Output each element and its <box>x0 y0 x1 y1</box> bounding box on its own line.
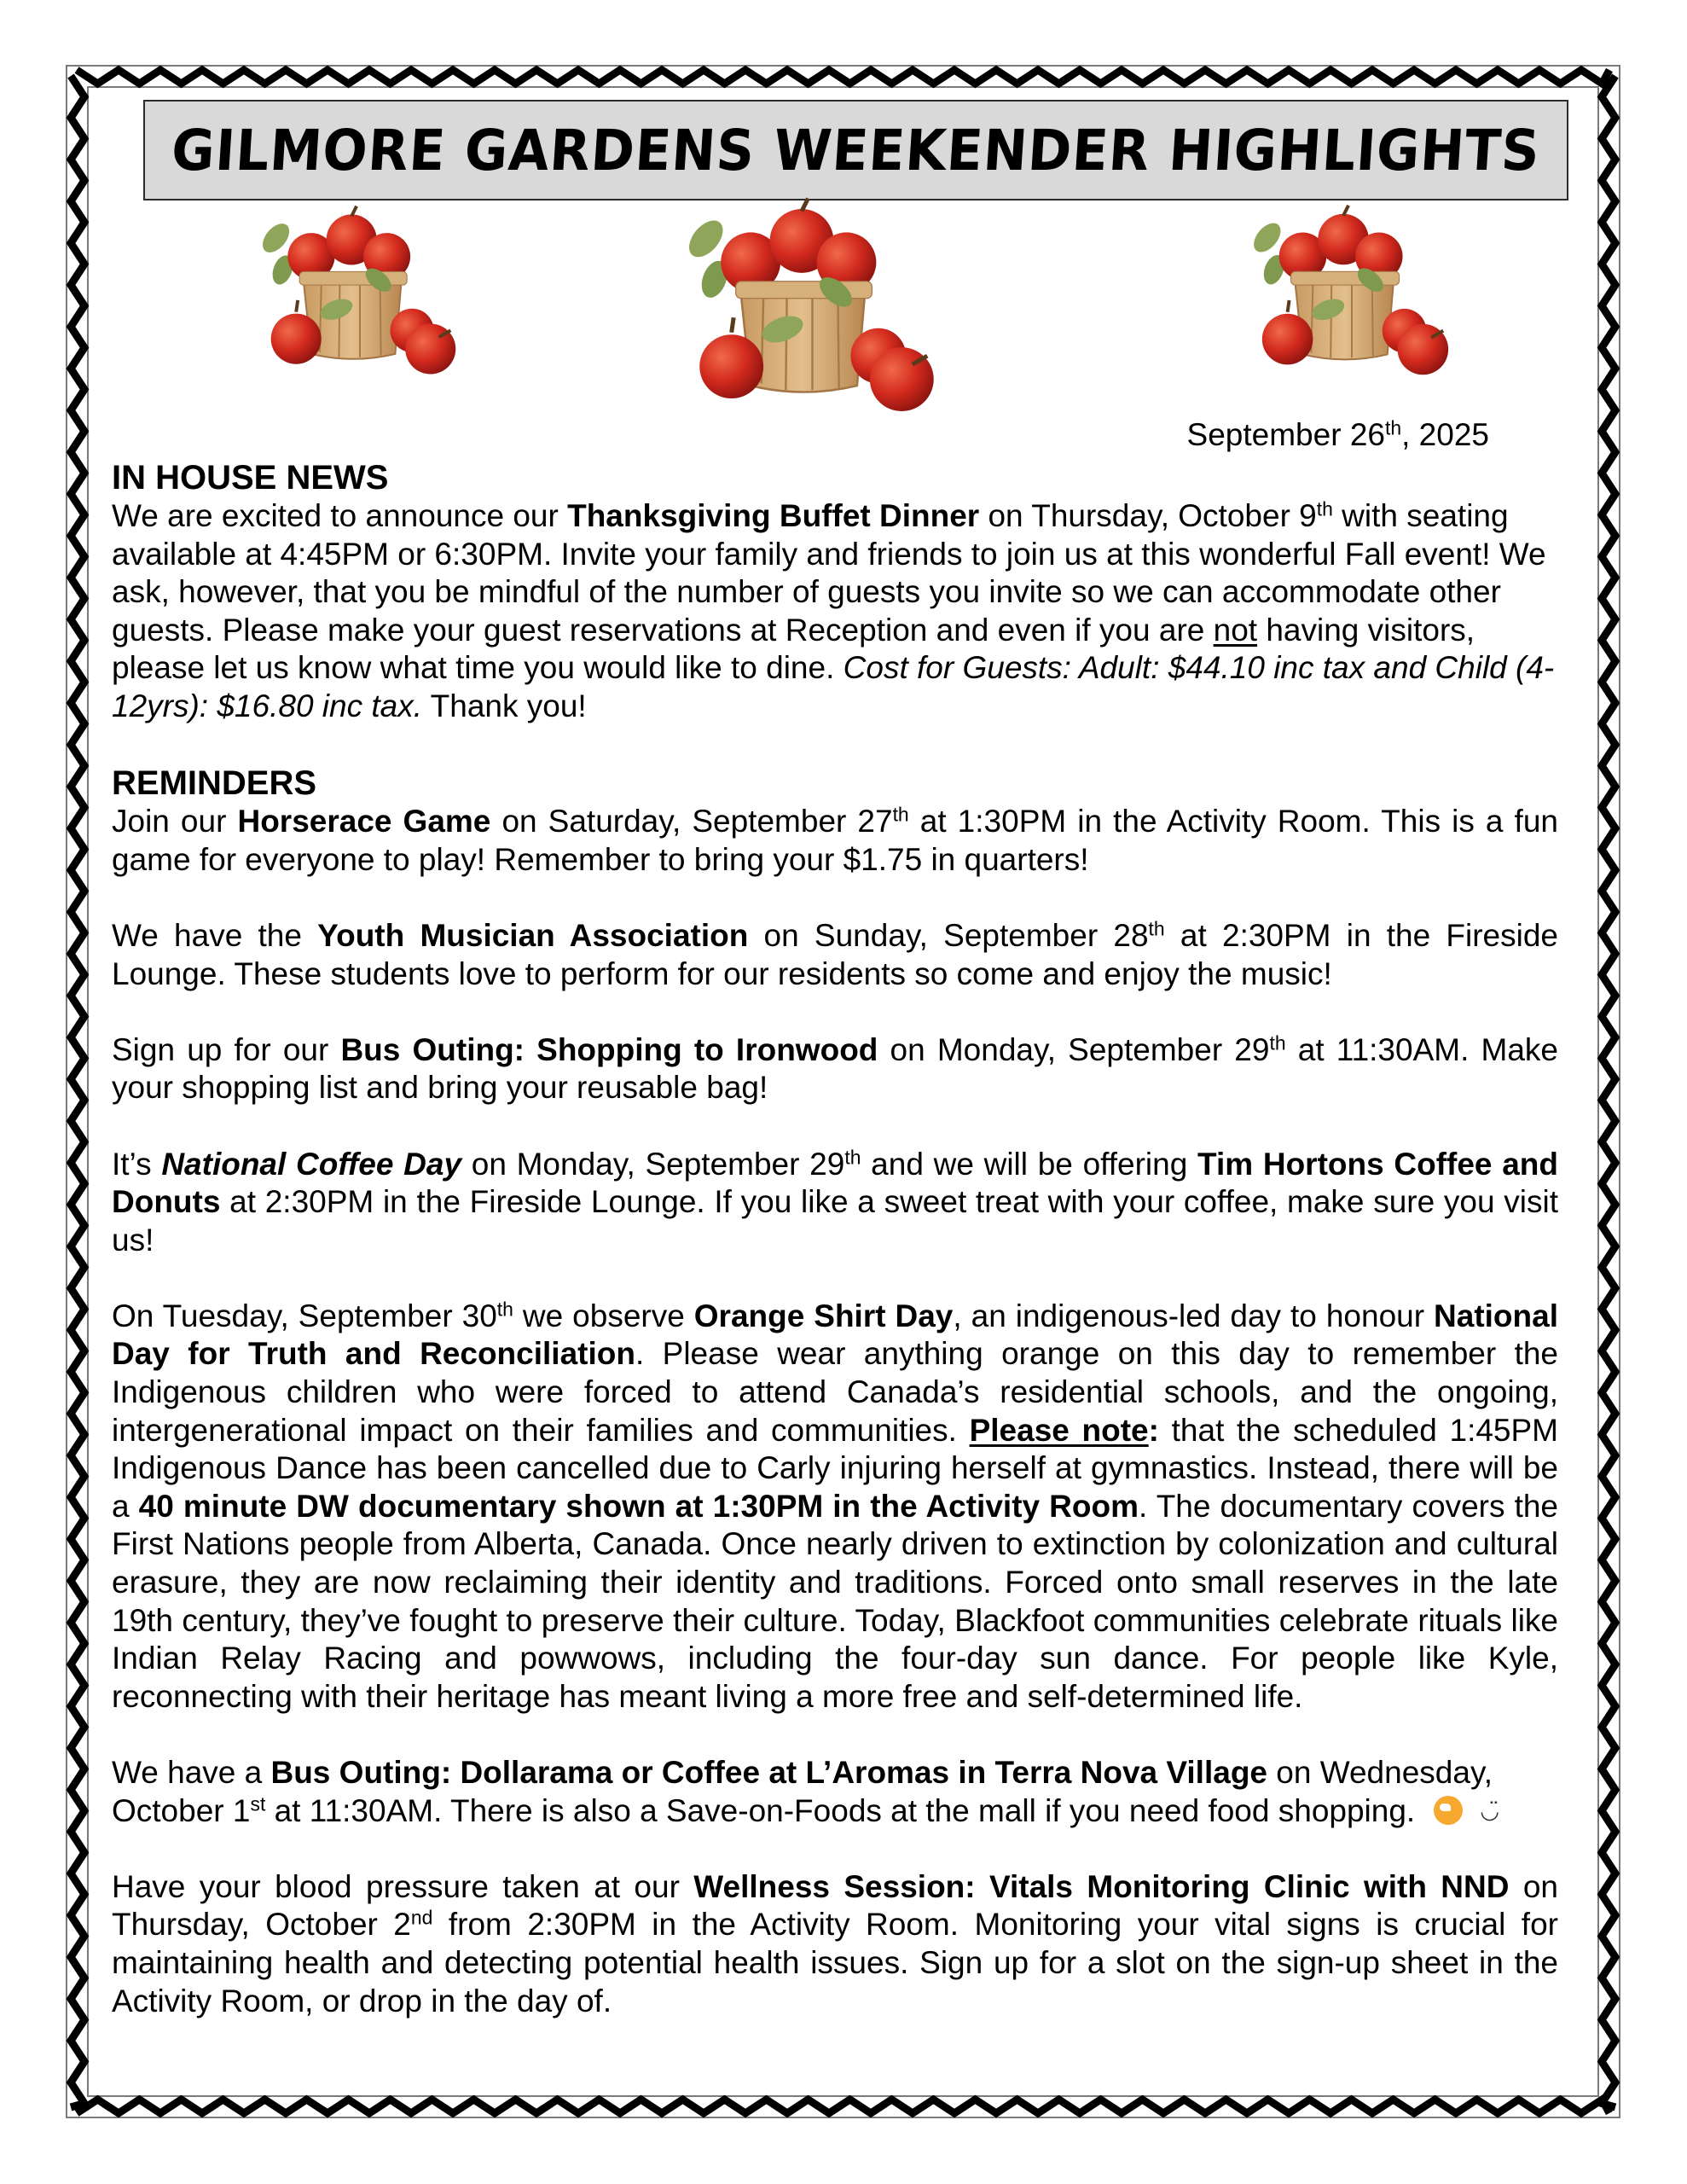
emphasis-text: Orange Shirt Day <box>693 1298 954 1333</box>
emphasis-text: Tim Hortons Coffee and Donuts <box>112 1146 1558 1220</box>
text-run: on Saturday, September 27 <box>490 804 893 839</box>
apple-basket-center-image <box>674 196 955 420</box>
text-run: at 2:30PM in the Fireside Lounge. These students love to perform for our residents so come and enjoy the music! <box>112 917 1558 991</box>
text-run: at 11:30AM. Make your shopping list and bring your reusable bag! <box>112 1031 1558 1106</box>
emphasis-text: Horserace Game <box>237 804 491 839</box>
section-heading-in-house-news: IN HOUSE NEWS <box>112 459 389 497</box>
zigzag-left <box>71 76 84 2107</box>
text-run: Cost for Guests: Adult: $44.10 inc tax and Child (4-12yrs): $16.80 inc tax. <box>112 650 1555 723</box>
paragraph <box>112 917 1558 993</box>
text-run: that the scheduled 1:45PM Indigenous Dance has been cancelled due to Carly injuring herself at gymnastics. Instead, there will be a <box>112 1412 1558 1524</box>
text-run: Thank you! <box>422 688 587 723</box>
text-run: . The documentary covers the First Nations people from Alberta, Canada. Once nearly driven to extinction by colonization and cultural erasure, they are now reclaiming their identity and traditions. Forced onto small reserves in the late 19th century, they’ve fought to preserve their culture. Today, Blackfoot communities celebrate rituals like Indian Relay Racing and powwows, including the four-day sun dance. For people like Kyle, reconnecting with their heritage has meant living a more free and self-determined life. <box>112 1488 1559 1714</box>
paragraph <box>112 1754 1558 1830</box>
text-run: at 2:30PM in the Fireside Lounge. If you like a sweet treat with your coffee, make sure you visit us! <box>112 1184 1558 1258</box>
issue-date <box>1187 416 1489 455</box>
emphasis-text: : <box>1148 1412 1159 1448</box>
ordinal-suffix: th <box>844 1145 861 1168</box>
date-prefix: September 26 <box>1186 417 1385 452</box>
text-run: We have a <box>112 1755 271 1790</box>
ordinal-suffix: th <box>1269 1031 1286 1054</box>
title-banner <box>143 100 1568 200</box>
paragraph <box>112 803 1558 879</box>
text-run: and we will be offering <box>861 1146 1198 1182</box>
ordinal-suffix: th <box>892 803 909 826</box>
text-run: on Wednesday, October 1 <box>112 1755 1493 1828</box>
ordinal-suffix: nd <box>410 1906 433 1929</box>
paragraph <box>112 1146 1558 1260</box>
text-run: Sign up for our <box>112 1031 341 1067</box>
emphasis-text: Please note <box>969 1412 1149 1448</box>
emphasis-text: Thanksgiving Buffet Dinner <box>567 498 980 533</box>
emphasis-text: National Coffee Day <box>161 1146 462 1182</box>
text-run: Have your blood pressure taken at our <box>112 1868 694 1904</box>
emphasis-text: 40 minute DW documentary shown at 1:30PM in the Activity Room <box>138 1488 1139 1524</box>
zigzag-bottom <box>77 2100 1609 2113</box>
emphasis-text: Wellness Session: Vitals Monitoring Clinic with NND <box>693 1868 1510 1904</box>
text-run: . Please wear anything orange on this day to remember the Indigenous children who were forced to attend Canada’s residential schools, and the ongoing, intergenerational impact on their families and communities. <box>112 1336 1559 1448</box>
text-run: from 2:30PM in the Activity Room. Monitoring your vital signs is crucial for maintaining health and detecting potential health issues. Sign up for a slot on the sign-up sheet in the Activity Room, or drop in the day of. <box>112 1907 1558 2018</box>
ordinal-suffix: th <box>1148 917 1165 940</box>
zigzag-right <box>1602 76 1615 2107</box>
date-ordinal: th <box>1384 416 1402 439</box>
text-run: It’s <box>112 1146 162 1182</box>
zigzag-top <box>77 70 1609 84</box>
text-run: at 1:30PM in the Activity Room. This is a fun game for everyone to play! Remember to bring your $1.75 in quarters! <box>112 804 1558 877</box>
text-run: on Monday, September 29 <box>878 1031 1270 1067</box>
paragraphs-reminders <box>112 803 1558 2020</box>
ordinal-suffix: th <box>1316 497 1333 520</box>
emphasis-text: Bus Outing: Dollarama or Coffee at L’Aromas in Terra Nova Village <box>270 1755 1268 1790</box>
apple-basket-left-image <box>252 203 471 382</box>
ordinal-suffix: st <box>250 1792 266 1815</box>
text-run: we observe <box>513 1298 694 1333</box>
wink-face-icon: ◡̈ <box>1480 1798 1499 1824</box>
section-reminders <box>112 764 1558 2020</box>
text-run: having visitors, please let us know what time you would like to dine. <box>112 612 1475 686</box>
section-heading-reminders: REMINDERS <box>112 764 317 803</box>
text-run: on Sunday, September 28 <box>748 917 1149 953</box>
text-run: on Monday, September 29 <box>461 1146 845 1182</box>
emphasis-text: National Day for Truth and Reconciliation <box>112 1298 1558 1372</box>
emphasis-text: Bus Outing: Shopping to Ironwood <box>340 1031 878 1067</box>
apple-basket-right-image <box>1244 203 1464 382</box>
text-run: on Thursday, October 2 <box>112 1868 1559 1943</box>
newsletter-body <box>112 458 1558 2059</box>
text-run: On Tuesday, September 30 <box>112 1298 497 1333</box>
text-run: We have the <box>112 917 318 953</box>
ordinal-suffix: th <box>496 1298 513 1321</box>
date-suffix: , 2025 <box>1401 417 1489 452</box>
text-run: not <box>1213 612 1258 648</box>
section-in-house-news <box>112 458 1558 726</box>
text-run: , an indigenous-led day to honour <box>953 1298 1435 1333</box>
text-run: with seating available at 4:45PM or 6:30PM. Invite your family and friends to join us at this wonderful Fall event! We ask, however, that you be mindful of the number of guests you invite so we can accommodate other guests. Please make your guest reservations at Reception and even if you are <box>112 498 1546 648</box>
text-run: on Thursday, October 9 <box>979 498 1317 533</box>
paragraph <box>112 1298 1558 1716</box>
paragraph <box>112 497 1558 726</box>
paragraph <box>112 1868 1558 2020</box>
speech-bubble-icon <box>1434 1796 1463 1825</box>
text-run: We are excited to announce our <box>112 498 568 533</box>
text-run: at 11:30AM. There is also a Save-on-Foods at the mall if you need food shopping. <box>265 1792 1416 1828</box>
paragraph <box>112 1031 1558 1107</box>
emphasis-text: Youth Musician Association <box>317 917 749 953</box>
newsletter-title: GILMORE GARDENS WEEKENDER HIGHLIGHTS <box>169 117 1543 183</box>
text-run: Join our <box>112 804 238 839</box>
paragraphs-in-house-news <box>112 497 1558 726</box>
